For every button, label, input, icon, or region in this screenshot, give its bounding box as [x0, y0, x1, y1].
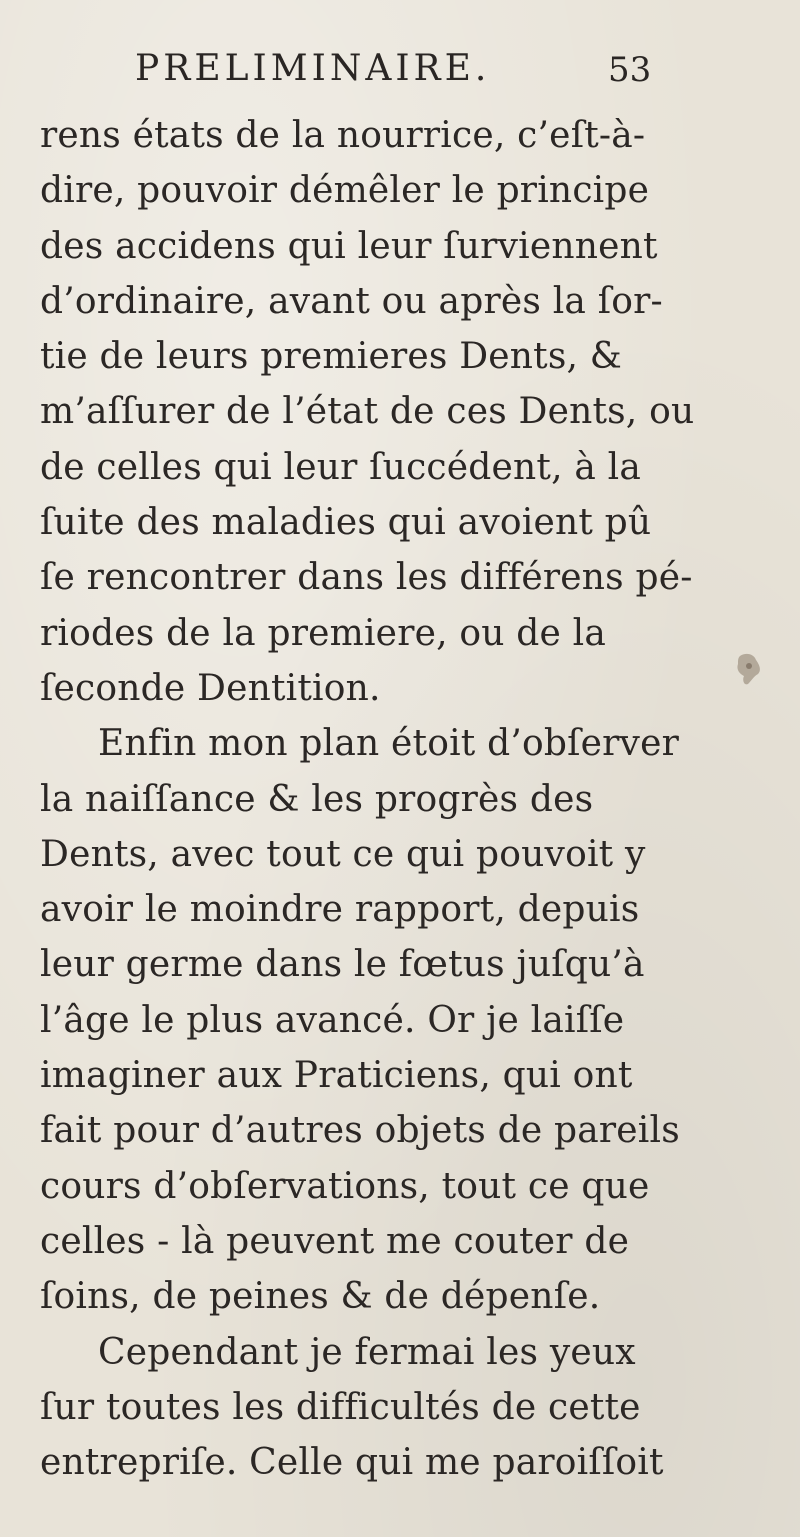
text-line: ſe rencontrer dans les différens pé- — [40, 557, 693, 599]
text-line: celles - là peuvent me couter de — [40, 1220, 630, 1262]
page-number: 53 — [608, 50, 652, 90]
text-line: m’aſſurer de l’état de ces Dents, ou — [40, 391, 695, 433]
text-line: imaginer aux Praticiens, qui ont — [40, 1055, 633, 1097]
text-line: leur germe dans le fœtus juſqu’à — [40, 944, 645, 986]
text-line: tie de leurs premieres Dents, & — [40, 336, 623, 378]
paragraph-start-line: Cependant je fermai les yeux — [98, 1331, 636, 1373]
text-line: ſoins, de peines & de dépenſe. — [40, 1276, 601, 1318]
text-line: ſeconde Dentition. — [40, 667, 381, 709]
text-line: l’âge le plus avancé. Or je laiſſe — [40, 999, 625, 1041]
text-line: cours d’obſervations, tout ce que — [40, 1165, 650, 1207]
text-line: d’ordinaire, avant ou après la ſor- — [40, 280, 663, 322]
paragraph-start-line: Enfin mon plan étoit d’obſerver — [98, 723, 679, 765]
text-line: Dents, avec tout ce qui pouvoit y — [40, 833, 646, 875]
text-line: rens états de la nourrice, c’eſt-à- — [40, 115, 646, 156]
running-head: PRELIMINAIRE. — [135, 48, 491, 89]
text-line: entrepriſe. Celle qui me paroiſſoit — [40, 1442, 664, 1484]
ink-blot-icon — [732, 650, 766, 690]
body-text — [40, 108, 695, 1490]
text-line: la naiſſance & les progrès des — [40, 778, 594, 820]
text-line: riodes de la premiere, ou de la — [40, 612, 607, 654]
text-line: avoir le moindre rapport, depuis — [40, 889, 640, 931]
text-line: ſuite des maladies qui avoient pû — [40, 502, 652, 544]
text-line: dire, pouvoir démêler le principe — [40, 170, 650, 212]
text-line: de celles qui leur ſuccédent, à la — [40, 446, 642, 488]
page-header — [0, 42, 800, 102]
text-line: ſur toutes les difficultés de cette — [40, 1386, 641, 1428]
text-line: des accidens qui leur ſurviennent — [40, 225, 658, 267]
text-line: fait pour d’autres objets de pareils — [40, 1110, 680, 1152]
